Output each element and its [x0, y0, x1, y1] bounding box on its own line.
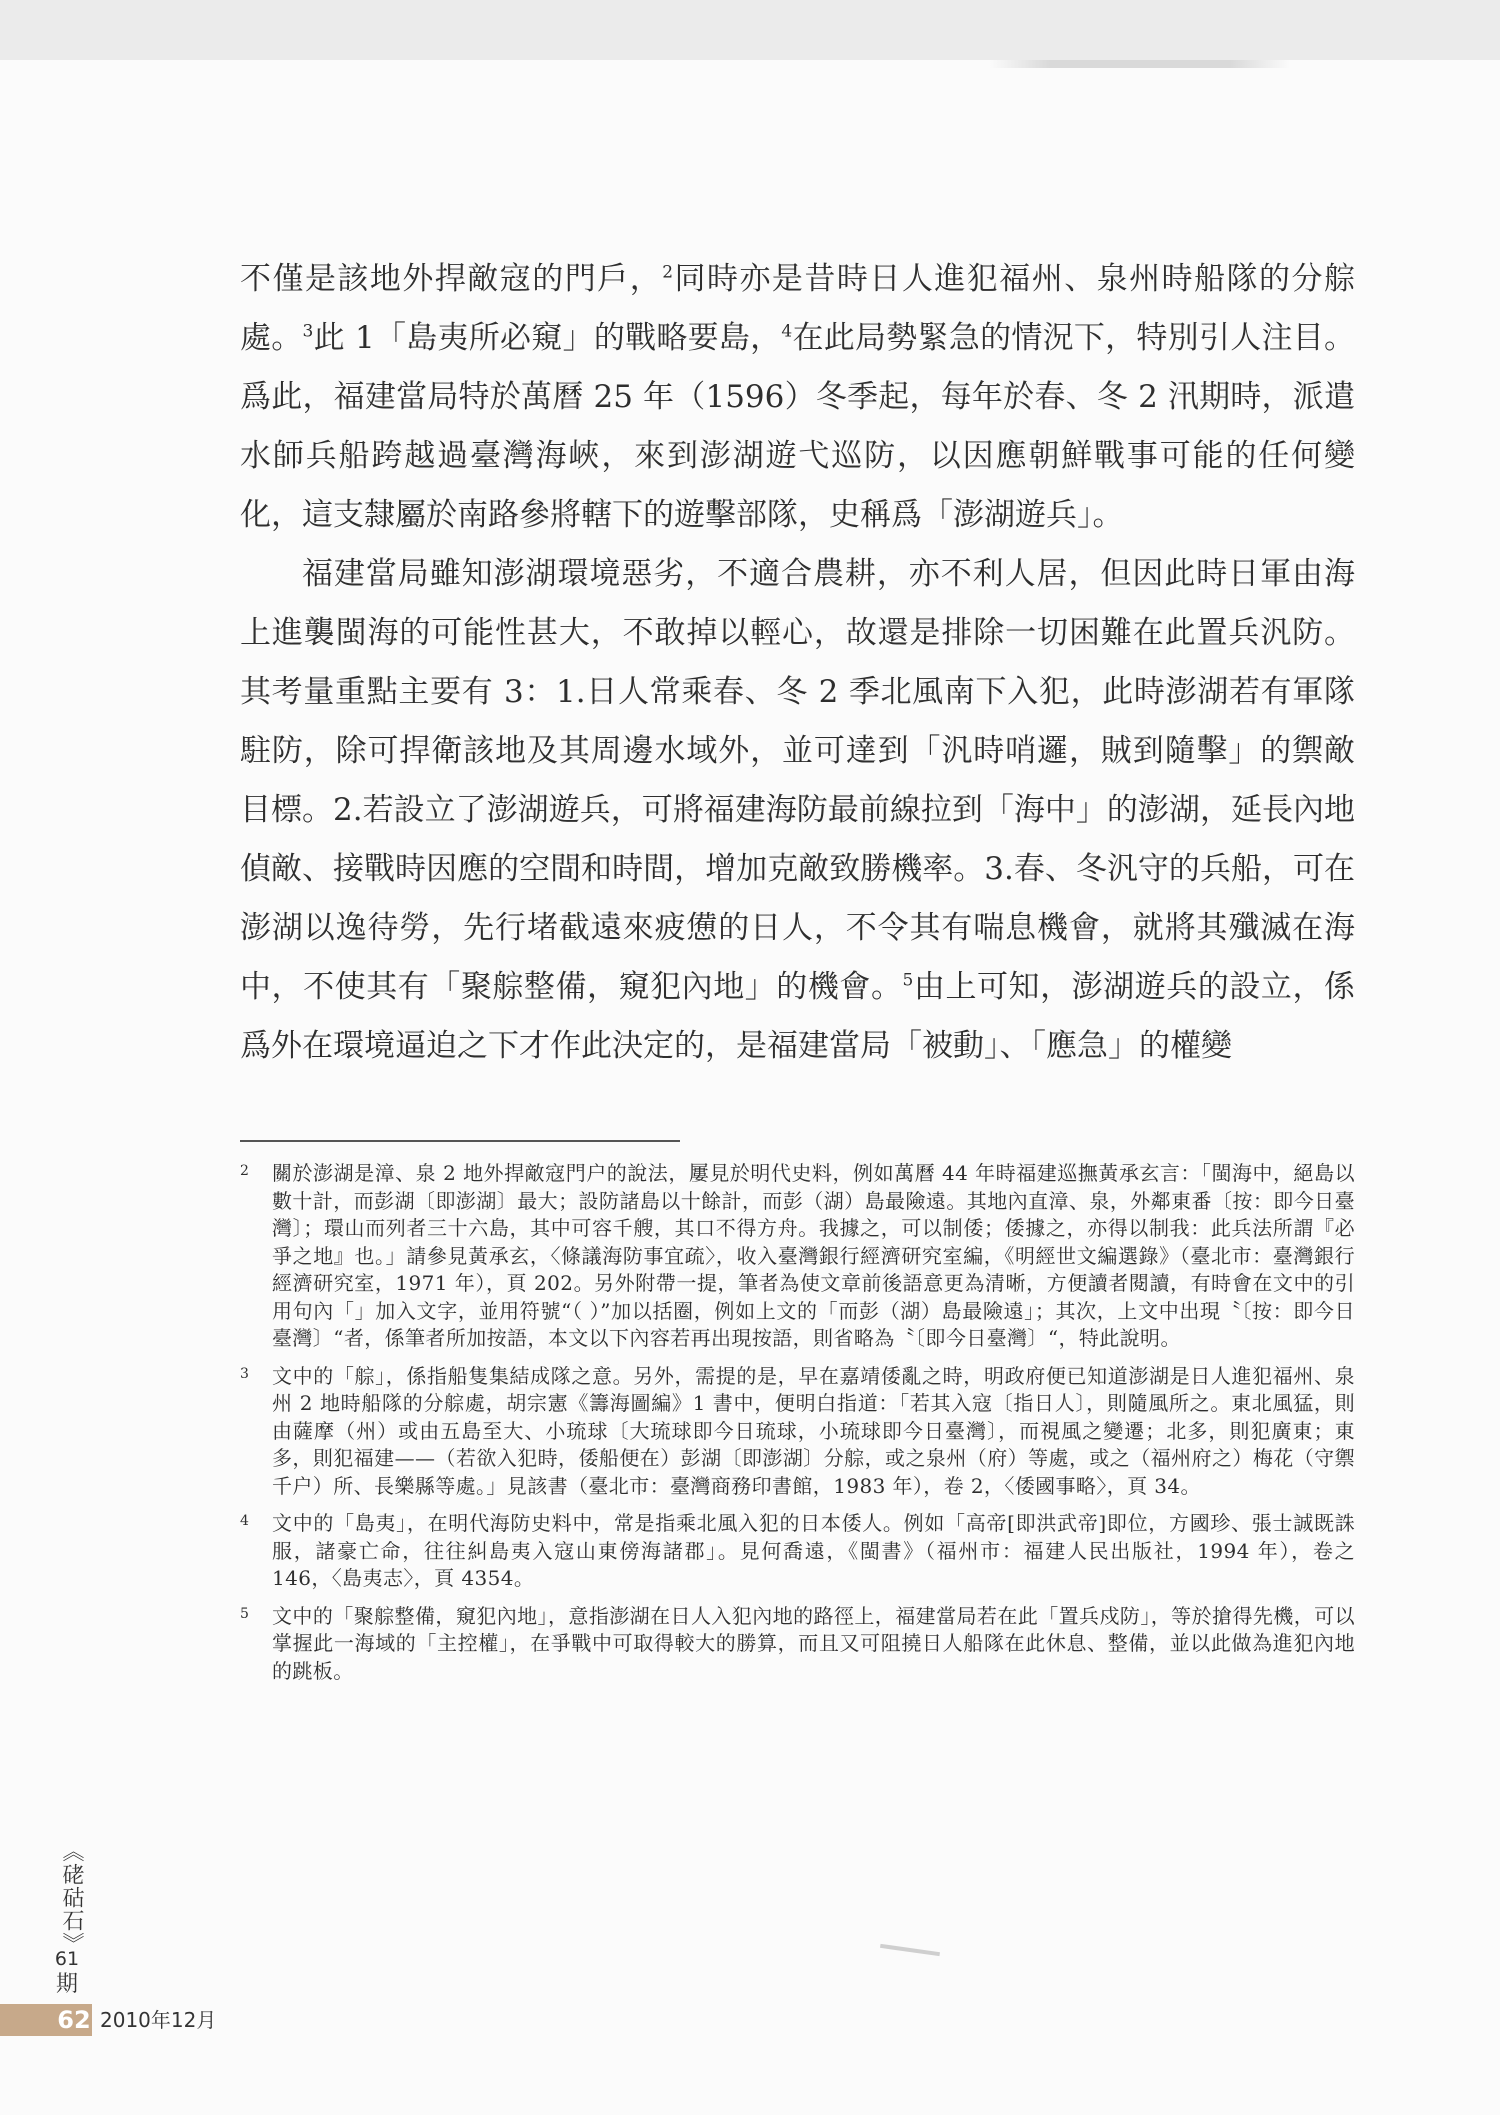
footnote-2 — [240, 1160, 1355, 1353]
paragraph-1-text-d: 在此局勢緊急的情況下，特別引人注目。爲此，福建當局特於萬曆 25 年（1596）冬季起，每年於春、冬 2 汛期時，派遣水師兵船跨越過臺灣海峽，來到澎湖遊弋巡防，以因應朝鮮戰事可能的任何變化，這支隸屬於南路參將轄下的遊擊部隊，史稱爲「澎湖遊兵」。 — [240, 320, 1355, 533]
issue-label: 期 — [55, 1972, 78, 1997]
footnote-5 — [240, 1603, 1355, 1686]
paragraph-1-text-a: 不僅是該地外捍敵寇的門戶， — [240, 261, 663, 297]
footnote-3 — [240, 1363, 1355, 1501]
main-body-text — [240, 250, 1355, 1076]
page-number: 62 — [57, 2006, 91, 2034]
footnote-ref-5[interactable]: 5 — [902, 970, 914, 991]
paragraph-1-text-b: 同時亦是昔時日人進犯福州、泉州時船隊的分䑸處。 — [240, 261, 1356, 356]
paragraph-1-text-c: 此 1「島夷所必窺」的戰略要島， — [313, 320, 782, 356]
journal-title: 《硓𥑮石》 — [59, 1840, 84, 1955]
footnote-divider — [240, 1140, 680, 1142]
footnotes — [240, 1160, 1355, 1695]
footnote-4 — [240, 1510, 1355, 1593]
footnote-ref-4[interactable]: 4 — [781, 321, 793, 342]
footnote-number: 2 — [240, 1163, 249, 1179]
issue-date: 2010年12月 — [100, 2008, 217, 2032]
footnote-number: 4 — [240, 1513, 249, 1529]
footnote-ref-2[interactable]: 2 — [662, 262, 674, 283]
paragraph-2 — [240, 545, 1355, 1076]
paragraph-2-text-b: 由上可知，澎湖遊兵的設立，係爲外在環境逼迫之下才作此決定的，是福建當局「被動」、「應急」的權變 — [240, 969, 1356, 1064]
scan-artifact — [990, 60, 1290, 68]
footnote-number: 3 — [240, 1365, 249, 1382]
issue-number: 61 — [54, 1948, 80, 1970]
paragraph-1 — [240, 250, 1355, 545]
footnote-ref-3[interactable]: 3 — [302, 321, 314, 342]
footnote-number: 5 — [240, 1605, 249, 1622]
paragraph-2-text-a: 福建當局雖知澎湖環境惡劣，不適合農耕，亦不利人居，但因此時日軍由海上進襲閩海的可能性甚大，不敢掉以輕心，故還是排除一切困難在此置兵汎防。其考量重點主要有 3：1.日人常乘春、冬 2 季北風南下入犯，此時澎湖若有軍隊駐防，除可捍衛該地及其周邊水域外，並可達到「汎時哨邏，賊到隨擊」的禦敵目標。2.若設立了澎湖遊兵，可將福建海防最前線拉到「海中」的澎湖，延長內地偵敵、接戰時因應的空間和時間，增加克敵致勝機率。3.春、冬汎守的兵船，可在澎湖以逸待勞，先行堵截遠來疲憊的日人，不令其有喘息機會，就將其殲滅在海中，不使其有「聚䑸整備，窺犯內地」的機會。 — [240, 556, 1355, 1005]
footnote-text: 文中的「䑸」，係指船隻集結成隊之意。另外，需提的是，早在嘉靖倭亂之時，明政府便已知道澎湖是日人進犯福州、泉州 2 地時船隊的分䑸處，胡宗憲《籌海圖編》1 書中，便明白指道：「若其入寇〔指日人〕，則隨風所之。東北風猛，則由薩摩（州）或由五島至大、小琉球〔大琉球即今日琉球，小琉球即今日臺灣〕，而視風之變遷；北多，則犯廣東；東多，則犯福建——（若欲入犯時，倭船便在）彭湖〔即澎湖〕分䑸，或之泉州（府）等處，或之（福州府之）梅花（守禦千户）所、長樂縣等處。」見該書（臺北市：臺灣商務印書館，1983 年），卷 2，〈倭國事略〉，頁 34。 — [272, 1363, 1355, 1498]
footnote-text: 關於澎湖是漳、泉 2 地外捍敵寇門户的說法，屢見於明代史料，例如萬曆 44 年時福建巡撫黃承玄言：「閩海中，絕島以數十計，而彭湖〔即澎湖〕最大；設防諸島以十餘計，而彭（湖）島最險遠。其地內直漳、泉，外鄰東番〔按：即今日臺灣〕；環山而列者三十六島，其中可容千艘，其口不得方舟。我據之，可以制倭；倭據之，亦得以制我：此兵法所謂『必爭之地』也。」請參見黃承玄，〈條議海防事宜疏〉，收入臺灣銀行經濟研究室編，《明經世文編選錄》（臺北市：臺灣銀行經濟研究室，1971 年），頁 202。另外附帶一提，筆者為使文章前後語意更為清晰，方便讀者閱讀，有時會在文中的引用句內「」加入文字，並用符號“（ ）”加以括圈，例如上文的「而彭（湖）島最險遠」；其次，上文中出現〝〔按：即今日臺灣〕“者，係筆者所加按語，本文以下內容若再出現按語，則省略為〝〔即今日臺灣〕“，特此說明。 — [272, 1161, 1355, 1350]
footnote-text: 文中的「聚䑸整備，窺犯內地」，意指澎湖在日人入犯內地的路徑上，福建當局若在此「置兵戍防」，等於搶得先機，可以掌握此一海域的「主控權」，在爭戰中可取得較大的勝算，而且又可阻撓日人船隊在此休息、整備，並以此做為進犯內地的跳板。 — [272, 1603, 1355, 1683]
footnote-text: 文中的「島夷」，在明代海防史料中，常是指乘北風入犯的日本倭人。例如「高帝[即洪武帝]即位，方國珍、張士誠既誅服，諸豪亡命，往往糾島夷入寇山東傍海諸郡」。見何喬遠，《閩書》（福州市：福建人民出版社，1994 年），卷之 146，〈島夷志〉，頁 4354。 — [272, 1511, 1355, 1590]
